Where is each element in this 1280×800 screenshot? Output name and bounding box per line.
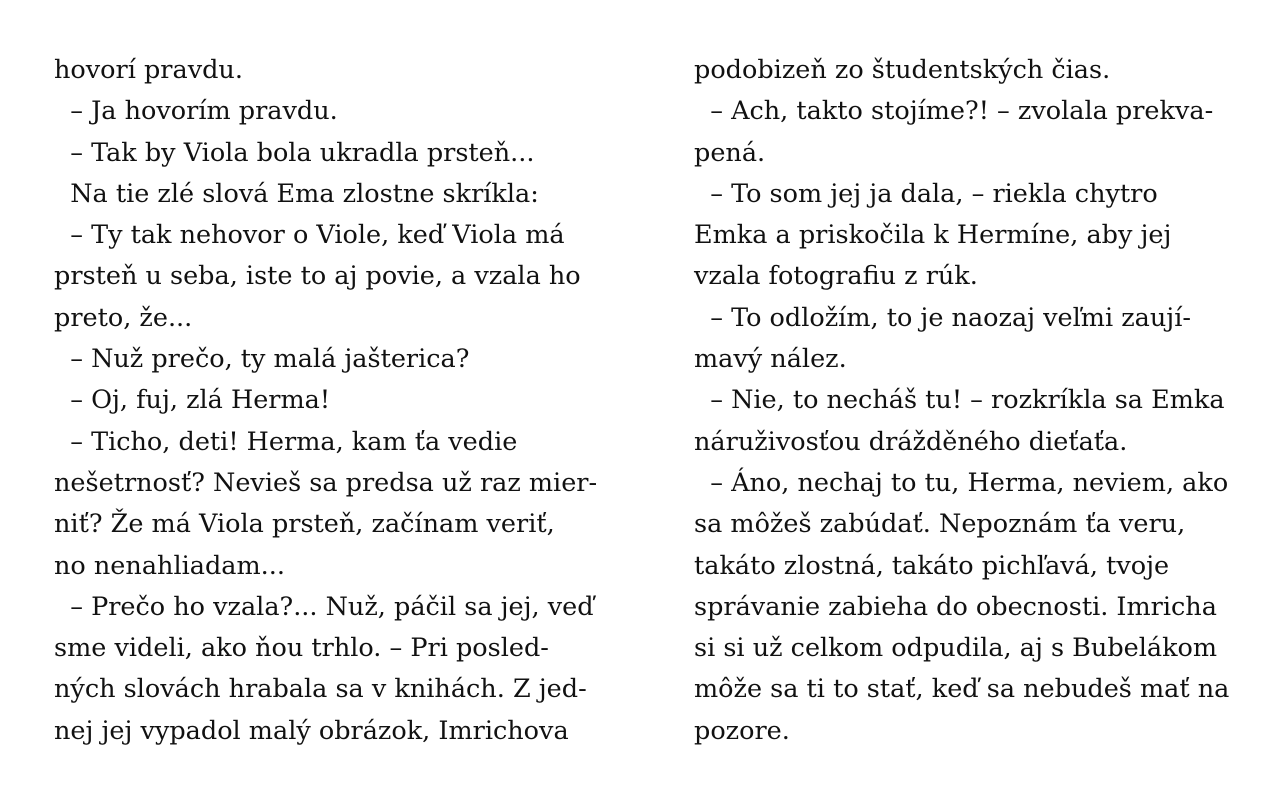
text-line: môže sa ti to stať, keď sa nebudeš mať na xyxy=(694,674,1230,705)
text-line: pená. xyxy=(694,137,766,168)
text-line: mavý nález. xyxy=(694,344,847,375)
text-line: preto, že... xyxy=(54,302,193,333)
text-line: – To som jej ja dala, – riekla chytro xyxy=(694,178,1158,209)
text-line: – Ach, takto stojíme?! – zvolala prekva- xyxy=(694,96,1214,127)
text-line: nešetrnosť? Nevieš sa predsa už raz mier- xyxy=(54,467,598,498)
text-line: – Nuž prečo, ty malá jašterica? xyxy=(54,344,470,375)
text-line: niť? Že má Viola prsteň, začínam veriť, xyxy=(54,509,555,540)
text-line: vzala fotografiu z rúk. xyxy=(694,261,978,292)
left-page-column xyxy=(54,50,598,752)
text-line: takáto zlostná, takáto pichľavá, tvoje xyxy=(694,550,1170,581)
text-line: – Prečo ho vzala?... Nuž, páčil sa jej, veď xyxy=(54,591,594,622)
text-line: ných slovách hrabala sa v knihách. Z jed- xyxy=(54,674,587,705)
text-line: – Áno, nechaj to tu, Herma, neviem, ako xyxy=(694,467,1229,498)
text-line: – Oj, fuj, zlá Herma! xyxy=(54,385,331,416)
text-line: náruživosťou drážděného dieťaťa. xyxy=(694,426,1128,457)
text-line: si si už celkom odpudila, aj s Bubelákom xyxy=(694,633,1218,664)
right-page-column xyxy=(694,50,1234,752)
text-line: prsteň u seba, iste to aj povie, a vzala ho xyxy=(54,261,581,292)
text-line: – Ty tak nehovor o Viole, keď Viola má xyxy=(54,220,565,251)
text-line: nej jej vypadol malý obrázok, Imrichova xyxy=(54,715,569,746)
text-line: podobizeň zo študentských čias. xyxy=(694,55,1111,85)
text-line: – Ja hovorím pravdu. xyxy=(54,96,338,127)
text-line: správanie zabieha do obecnosti. Imricha xyxy=(694,591,1217,622)
text-line: Na tie zlé slová Ema zlostne skríkla: xyxy=(54,178,539,209)
text-line: – Ticho, deti! Herma, kam ťa vedie xyxy=(54,426,518,457)
text-line: pozore. xyxy=(694,715,790,746)
text-line: sme videli, ako ňou trhlo. – Pri posled- xyxy=(54,633,549,664)
text-line: – Tak by Viola bola ukradla prsteň... xyxy=(54,137,535,168)
text-line: – To odložím, to je naozaj veľmi zaují- xyxy=(694,302,1191,333)
text-line: – Nie, to necháš tu! – rozkríkla sa Emka xyxy=(694,385,1225,416)
text-line: hovorí pravdu. xyxy=(54,55,243,85)
text-line: Emka a priskočila k Hermíne, aby jej xyxy=(694,220,1172,251)
text-line: no nenahliadam... xyxy=(54,550,285,581)
text-line: sa môžeš zabúdať. Nepoznám ťa veru, xyxy=(694,509,1186,540)
